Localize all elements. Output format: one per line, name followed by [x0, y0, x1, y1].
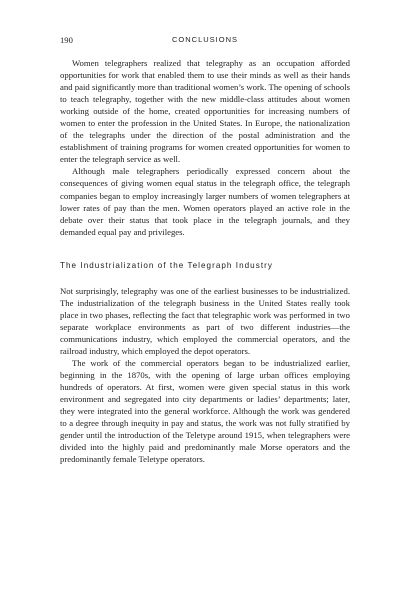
main-text	[60, 57, 350, 465]
running-title: CONCLUSIONS	[171, 35, 238, 44]
paragraph-women-telegraphers: Women telegraphers realized that telegraphy as an occupation afforded opportunities for work that enabled them to use their minds as well as their hands and paid significantly more than traditional women’s work. The opening of schools to teach telegraphy, together with the new middle-class attitudes about women working outside of the home, created opportunities for increasing numbers of women to enter the profession in the United States. In Europe, the nationalization of the telegraphs under the direction of the postal administration and the establishment of training programs for women created opportunities for women to enter the telegraph service as well.	[60, 58, 350, 165]
paragraph-male-telegraphers-concern: Although male telegraphers periodically expressed concern about the consequences of giving women equal status in the telegraph office, the telegraph companies began to employ increasingly larger numbers of women telegraphers at lower rates of pay than the men. Women operators played an active role in the debate over their status that took place in the telegraph journals, and they demanded equal pay and privileges.	[60, 166, 350, 237]
running-header	[60, 32, 350, 48]
section-heading: The Industrialization of the Telegraph Industry	[60, 260, 273, 270]
page-number: 190	[60, 35, 73, 45]
paragraph-commercial-operators: The work of the commercial operators began to be industrialized earlier, beginning in the 1870s, with the opening of large urban offices employing hundreds of operators. At first, women were given special status in this work environment and segregated into city departments or ladies’ departments; later, they were integrated into the general workforce. Although the work was gendered to a degree through inequity in pay and status, the work was not fully stratified by gender until the introduction of the Teletype around 1915, when telegraphers were divided into the highly paid and predominantly male Morse operators and the predominantly female Teletype operators.	[60, 357, 350, 465]
paragraph-industrialization-phases: Not surprisingly, telegraphy was one of the earliest businesses to be industrialized. The industrialization of the telegraph business in the United States really took place in two phases, reflecting the fact that telegraphic work was performed in two separate workplace environments as part of two different industries—the communications industry, which employed the commercial operators, and the railroad industry, which employed the depot operators.	[60, 285, 350, 356]
